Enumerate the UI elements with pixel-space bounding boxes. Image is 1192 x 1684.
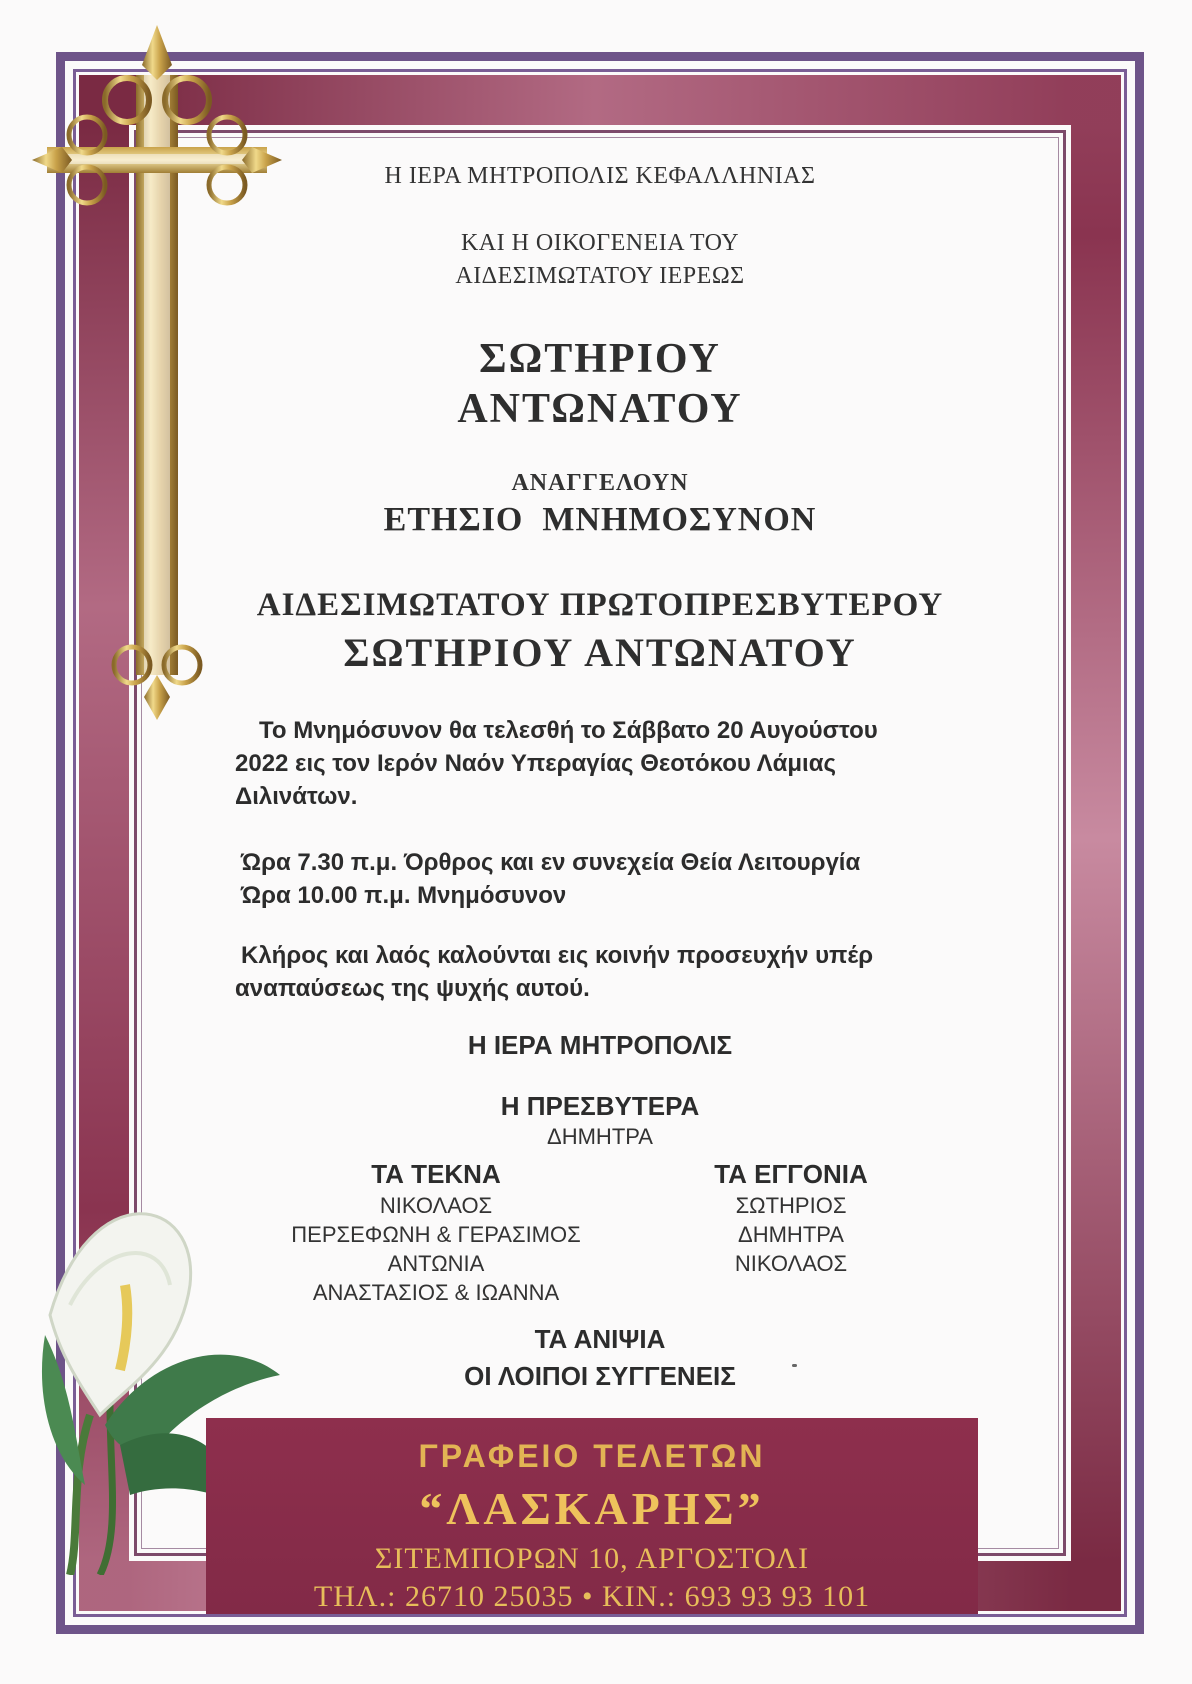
funeral-home-banner	[206, 1418, 978, 1614]
children-label: ΤΑ ΤΕΚΝΑ	[371, 1159, 501, 1189]
deceased-title: ΑΙΔΕΣΙΜΩΤΑΤΟΥ ΠΡΩΤΟΠΡΕΣΒΥΤΕΡΟΥ	[256, 587, 944, 623]
details-p3-line1: Κλήρος και λαός καλούνται εις κοινήν προσευχήν υπέρ	[241, 942, 874, 969]
signatory-metropolis: Η ΙΕΡΑ ΜΗΤΡΟΠΟΛΙΣ	[467, 1030, 733, 1060]
child-1: ΝΙΚΟΛΑΟΣ	[379, 1193, 493, 1218]
header-line-3: ΑΙΔΕΣΙΜΩΤΑΤΟΥ ΙΕΡΕΩΣ	[455, 263, 745, 289]
signatory-nephews: ΤΑ ΑΝΙΨΙΑ	[534, 1324, 666, 1354]
grandchild-2: ΔΗΜΗΤΡΑ	[738, 1222, 844, 1247]
children-column	[291, 1157, 581, 1307]
header-line-1: Η ΙΕΡΑ ΜΗΤΡΟΠΟΛΙΣ ΚΕΦΑΛΛΗΝΙΑΣ	[384, 163, 816, 189]
signatory-wife-label: Η ΠΡΕΣΒΥΤΕΡΑ	[500, 1091, 700, 1121]
details-time-1: Ώρα 7.30 π.μ. Όρθρος και εν συνεχεία Θεία Λειτουργία	[241, 849, 861, 876]
details-p3-line2: αναπαύσεως της ψυχής αυτού.	[235, 975, 590, 1002]
details-time-2: Ώρα 10.00 π.μ. Μνημόσυνον	[241, 882, 567, 909]
child-2: ΠΕΡΣΕΦΩΝΗ & ΓΕΡΑΣΙΜΟΣ	[291, 1222, 581, 1247]
signatory-relatives: ΟΙ ΛΟΙΠΟΙ ΣΥΓΓΕΝΕΙΣ	[464, 1361, 736, 1391]
banner-office: ΓΡΑΦΕΙΟ ΤΕΛΕΤΩΝ	[418, 1438, 766, 1474]
banner-address: ΣΙΤΕΜΠΟΡΩΝ 10, ΑΡΓΟΣΤΟΛΙ	[374, 1542, 810, 1575]
details-p1-line3: Διλινάτων.	[235, 783, 358, 810]
details-p1-line2: 2022 εις τον Ιερόν Ναόν Υπεραγίας Θεοτόκου Λάμιας	[235, 750, 836, 777]
child-3: ΑΝΤΩΝΙΑ	[387, 1251, 485, 1276]
grandchildren-label: ΤΑ ΕΓΓΟΝΙΑ	[714, 1159, 868, 1189]
name-last: ΑΝΤΩΝΑΤΟΥ	[457, 386, 743, 432]
print-speck	[792, 1364, 797, 1367]
signatory-wife-name: ΔΗΜΗΤΡΑ	[547, 1124, 653, 1149]
grandchild-3: ΝΙΚΟΛΑΟΣ	[734, 1251, 848, 1276]
name-first: ΣΩΤΗΡΙΟΥ	[479, 336, 721, 382]
banner-phones: ΤΗΛ.: 26710 25035 • ΚΙΝ.: 693 93 93 101	[313, 1580, 871, 1613]
banner-brand: “ΛΑΣΚΑΡΗΣ”	[419, 1483, 765, 1534]
grandchildren-column	[681, 1157, 901, 1278]
deceased-name: ΣΩΤΗΡΙΟΥ ΑΝΤΩΝΑΤΟΥ	[343, 630, 857, 675]
child-4: ΑΝΑΣΤΑΣΙΟΣ & ΙΩΑΝΝΑ	[312, 1280, 560, 1305]
grandchild-1: ΣΩΤΗΡΙΟΣ	[735, 1193, 847, 1218]
announcement-content	[141, 137, 1059, 1407]
announce-event: ΕΤΗΣΙΟ ΜΝΗΜΟΣΥΝΟΝ	[383, 501, 817, 538]
details-p1-line1: Το Μνημόσυνον θα τελεσθή το Σάββατο 20 Αυγούστου	[259, 717, 878, 744]
header-line-2: ΚΑΙ Η ΟΙΚΟΓΕΝΕΙΑ ΤΟΥ	[460, 230, 740, 256]
announce-verb: ΑΝΑΓΓΕΛΟΥΝ	[511, 470, 689, 496]
